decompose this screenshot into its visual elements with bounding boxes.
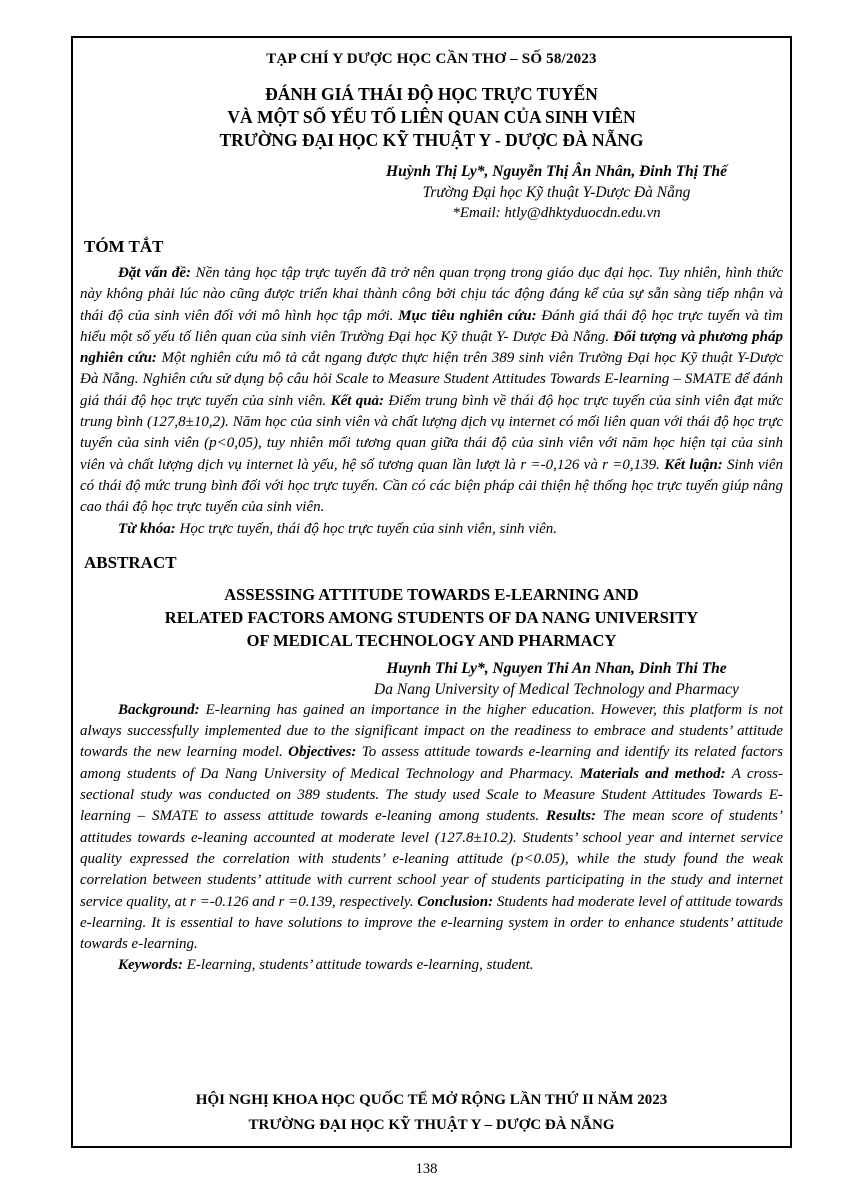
author-block-en xyxy=(330,658,783,700)
article-title-vi-line-2: VÀ MỘT SỐ YẾU TỐ LIÊN QUAN CỦA SINH VIÊN xyxy=(227,107,636,127)
abstract-en-paragraph: Background: E-learning has gained an importance in the higher education. However, this platform is not always successfully implemented due to the significant impact on the readiness to embrace and students’ attitude towards the new learning model. Objectives: To assess attitude towards e-learning and identify its related factors among students of Da Nang University of Medical Technology and Pharmacy. Materials and method: A cross-sectional study was conducted on 389 students. The study used Scale to Measure Student Attitudes Towards E-learning – SMATE to assess attitude towards e-leaning among students. Results: The mean score of students’ attitudes towards e-leaning accounted at moderate level (127.8±10.2). Students’ school year and internet service quality expressed the correlation with students’ e-leaning attitude (p<0.05), while the study found the weak correlation between students’ attitude with current school year of students participating in the study and internet service quality, at r =-0.126 and r =0.139, respectively. Conclusion: Students had moderate level of attitude towards e-learning. It is essential to have solutions to improve the e-learning system in order to enhance students’ attitude towards e-learning. xyxy=(80,701,784,953)
authors-vi: Huỳnh Thị Ly*, Nguyễn Thị Ân Nhân, Đinh Thị Thế xyxy=(386,163,727,180)
keywords-en: Keywords: E-learning, students’ attitude towards e-learning, student. xyxy=(118,957,534,974)
author-block-vi xyxy=(330,161,783,224)
article-title-en-line-2: RELATED FACTORS AMONG STUDENTS OF DA NANG UNIVERSITY xyxy=(164,607,699,627)
section-heading-tom-tat: TÓM TẮT xyxy=(84,237,164,256)
keywords-vi: Từ khóa: Học trực tuyến, thái độ học trực tuyến của sinh viên, sinh viên. xyxy=(118,520,558,537)
affiliation-en: Da Nang University of Medical Technology and Pharmacy xyxy=(374,680,739,698)
footer-line-2: TRƯỜNG ĐẠI HỌC KỸ THUẬT Y – DƯỢC ĐÀ NẴNG xyxy=(248,1117,615,1133)
email: *Email: htly@dhktyduocdn.edu.vn xyxy=(452,205,661,221)
section-heading-abstract: ABSTRACT xyxy=(84,552,177,572)
article-title-vi-line-1: ĐÁNH GIÁ THÁI ĐỘ HỌC TRỰC TUYẾN xyxy=(265,84,598,104)
footer-line-1: HỘI NGHỊ KHOA HỌC QUỐC TẾ MỞ RỘNG LẦN THỨ II NĂM 2023 xyxy=(195,1092,668,1108)
article-title-en-line-1: ASSESSING ATTITUDE TOWARDS E-LEARNING AND xyxy=(224,584,639,604)
article-title-vi-line-3: TRƯỜNG ĐẠI HỌC KỸ THUẬT Y - DƯỢC ĐÀ NẴNG xyxy=(219,130,644,150)
page-border-frame xyxy=(71,36,792,1148)
affiliation-vi: Trường Đại học Kỹ thuật Y-Dược Đà Nẵng xyxy=(422,184,691,201)
article-title-vi xyxy=(80,83,783,152)
journal-header: TẠP CHÍ Y DƯỢC HỌC CẦN THƠ – SỐ 58/2023 xyxy=(266,51,597,67)
article-title-en-line-3: OF MEDICAL TECHNOLOGY AND PHARMACY xyxy=(246,630,617,650)
article-title-en xyxy=(80,583,783,652)
abstract-vi-paragraph: Đặt vấn đề: Nền tảng học tập trực tuyến đã trở nên quan trọng trong giáo dục đại học. Tuy nhiên, hình thức này không phải lúc nào cũng được triển khai thành công bởi chịu tác động đáng kể của sự sẵn sàng tiếp nhận và thái độ của sinh viên đối với mô hình học tập mới. Mục tiêu nghiên cứu: Đánh giá thái độ học trực tuyến và tìm hiểu một số yếu tố liên quan của sinh viên Trường Đại học Kỹ thuật Y- Dược Đà Nẵng. Đối tượng và phương pháp nghiên cứu: Một nghiên cứu mô tả cắt ngang được thực hiện trên 389 sinh viên Trường Đại học Kỹ thuật Y-Dược Đà Nẵng. Nghiên cứu sử dụng bộ câu hỏi Scale to Measure Student Attitudes Towards E-learning – SMATE để đánh giá thái độ học trực tuyến của sinh viên. Kết quả: Điểm trung bình về thái độ học trực tuyến của sinh viên đạt mức trung bình (127,8±10,2). Năm học của sinh viên và chất lượng dịch vụ internet có mối liên quan với thái độ học trực tuyến của sinh viên (p<0,05), tuy nhiên mối tương quan giữa thái độ của sinh viên với năm học hiện tại của sinh viên và chất lượng dịch vụ internet là yếu, hệ số tương quan lần lượt là r =-0,126 và r =0,139. Kết luận: Sinh viên có thái độ mức trung bình đối với học trực tuyến. Cần có các biện pháp cải thiện hệ thống học trực tuyến giúp nâng cao thái độ học trực tuyến của sinh viên. xyxy=(80,265,784,516)
authors-en: Huynh Thi Ly*, Nguyen Thi An Nhan, Dinh Thi The xyxy=(386,659,727,677)
page-footer xyxy=(73,1088,790,1138)
page-number: 138 xyxy=(415,1161,438,1177)
